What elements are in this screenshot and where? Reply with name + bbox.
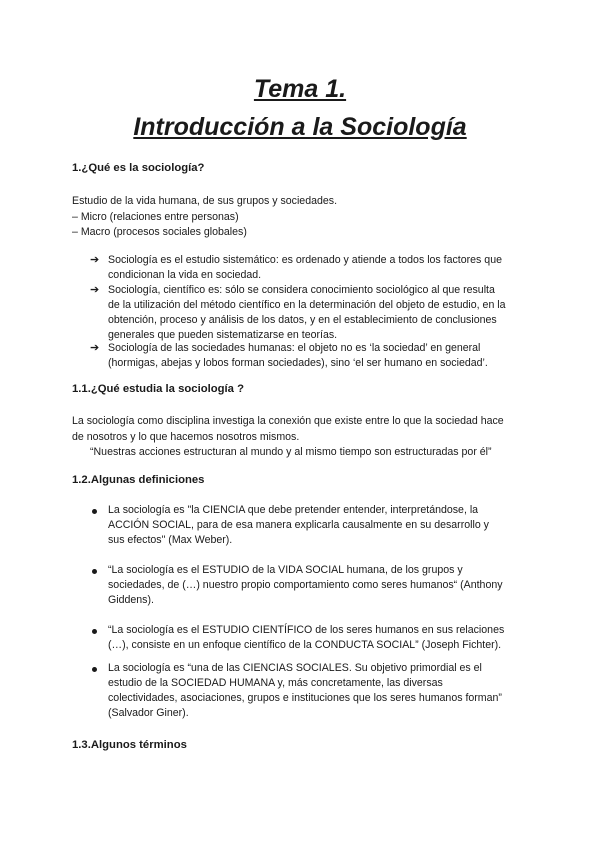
quote-line: “Nuestras acciones estructuran al mundo y al mismo tiempo son estructuradas por él” [90, 446, 492, 458]
definition-line: sus efectos" (Max Weber). [108, 534, 233, 546]
intro-line-1: Estudio de la vida humana, de sus grupos y sociedades. [72, 195, 338, 207]
definition-item [108, 563, 503, 608]
definition-line: “La sociología es el ESTUDIO CIENTÍFICO de los seres humanos en sus relaciones [108, 624, 505, 636]
definition-line: estudio de la SOCIEDAD HUMANA y, más concretamente, las diversas [108, 677, 443, 689]
arrow-item-line: Sociología es el estudio sistemático: es ordenado y atiende a todos los factores que [108, 254, 502, 266]
paragraph-line: La sociología como disciplina investiga la conexión que existe entre lo que la sociedad hace [72, 415, 504, 427]
section-heading-1-2: 1.2.Algunas definiciones [72, 474, 205, 486]
arrow-right-icon: ➔ [90, 284, 100, 296]
definition-line: sociedades, de (…) nuestro propio comportamiento como seres humanos“ (Anthony [108, 579, 503, 591]
arrow-right-icon: ➔ [90, 342, 100, 354]
definition-item [108, 623, 504, 653]
definition-line: Giddens). [108, 594, 154, 606]
definition-line: (…), consiste en un enfoque científico de la CONDUCTA SOCIAL” (Joseph Fichter). [108, 639, 502, 651]
arrow-item-line: Sociología, científico es: sólo se considera conocimiento sociológico al que resulta [108, 284, 495, 296]
intro-line-2: – Micro (relaciones entre personas) [72, 211, 239, 223]
definition-line: colectividades, asociaciones, grupos e instituciones que los seres humanos forman” [108, 692, 502, 704]
definition-line: (Salvador Giner). [108, 707, 189, 719]
arrow-item-line: Sociología de las sociedades humanas: el objeto no es ‘la sociedad’ en general [108, 342, 481, 354]
section-heading-1-1: 1.1.¿Qué estudia la sociología ? [72, 383, 245, 395]
arrow-item [108, 253, 502, 283]
definition-line: La sociología es “una de las CIENCIAS SOCIALES. Su objetivo primordial es el [108, 662, 482, 674]
definition-line: La sociología es "la CIENCIA que debe pretender entender, interpretándose, la [108, 504, 479, 516]
paragraph-line: de nosotros y lo que hacemos nosotros mismos. [72, 431, 300, 443]
section-heading-1: 1.¿Qué es la sociología? [72, 162, 205, 174]
definition-line: ACCIÓN SOCIAL, para de esa manera explicarla causalmente en su desarrollo y [108, 519, 489, 531]
bullet-icon [92, 569, 97, 574]
definition-item [108, 661, 502, 721]
bullet-icon [92, 667, 97, 672]
arrow-item-line: condicionan la vida en sociedad. [108, 269, 262, 281]
bullet-icon [92, 629, 97, 634]
arrow-item-line: de la utilización del método científico en la determinación del objeto de estudio, en la [108, 299, 506, 311]
arrow-item-line: generales que pueden sistematizarse en teorías. [108, 329, 338, 341]
section-heading-1-3: 1.3.Algunos términos [72, 739, 187, 751]
definition-line: “La sociología es el ESTUDIO de la VIDA SOCIAL humana, de los grupos y [108, 564, 463, 576]
arrow-item [108, 341, 488, 371]
intro-line-3: – Macro (procesos sociales globales) [72, 226, 247, 238]
arrow-item-line: (hormigas, abejas y lobos forman sociedades), sino ‘el ser humano en sociedad’. [108, 357, 488, 369]
arrow-item-line: obtención, proceso y análisis de los datos, y en el establecimiento de conclusiones [108, 314, 497, 326]
arrow-item [108, 283, 506, 343]
document-title-line2: Introducción a la Sociología [133, 113, 467, 141]
arrow-right-icon: ➔ [90, 254, 100, 266]
document-title-line1: Tema 1. [253, 75, 347, 103]
bullet-icon [92, 509, 97, 514]
definition-item [108, 503, 489, 548]
